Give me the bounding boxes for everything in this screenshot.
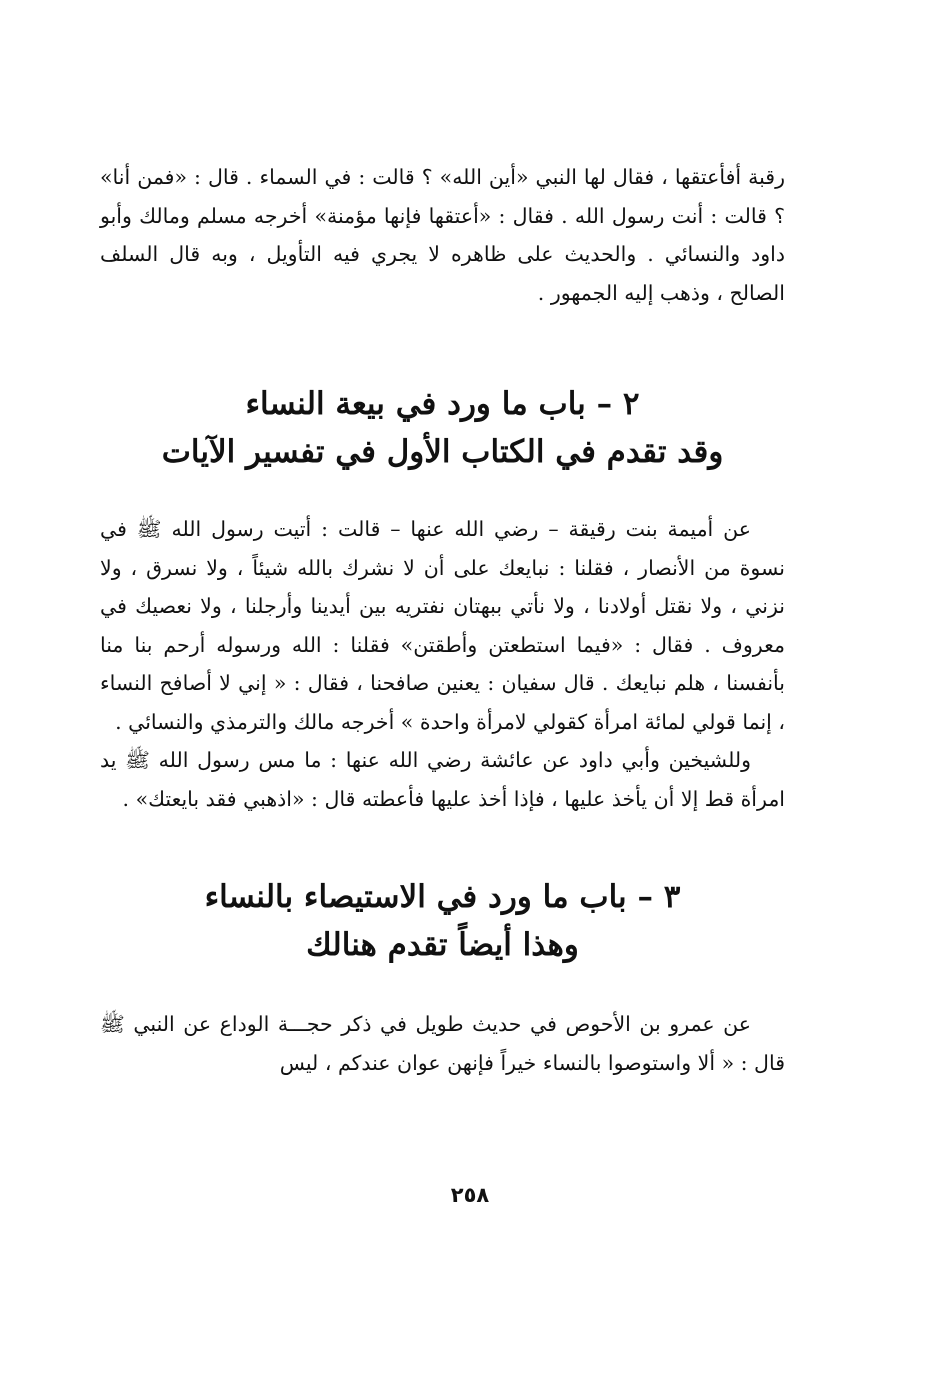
paragraph-umaima-hadith: عن أميمة بنت رقيقة – رضي الله عنها – قالت : أتيت رسول الله ﷺ في نسوة من الأنصار ، فقلنا : نبايعك على أن لا نشرك بالله شيئاً ، ولا نسرق ، ولا نزني ، ولا نقتل أولادنا ، ولا نأتي ببهتان نفتريه بين أيدينا وأرجلنا ، ولا نعصيك في معروف . فقال : «فيما استطعتن وأطقتن» فقلنا : الله ورسوله أرحم بنا منا بأنفسنا ، هلم نبايعك . قال سفيان : يعنين صافحنا ، فقال : « إني لا أصافح النساء ، إنما قولي لمائة امرأة كقولي لامرأة واحدة » أخرجه مالك والترمذي والنسائي . [100,517,785,734]
chapter-heading-3-title: ٣ – باب ما ورد في الاستيصاء بالنساء [204,879,681,915]
paragraph-aisha-hadith: وللشيخين وأبي داود عن عائشة رضي الله عنها : ما مس رسول الله ﷺ يد امرأة قط إلا أن يأخذ عليها ، فإذا أخذ عليها فأعطته قال : «اذهبي فقد بايعتك» . [100,748,785,811]
paragraph-continuation: رقبة أفأعتقها ، فقال لها النبي «أين الله» ؟ قالت : في السماء . قال : «فمن أنا» ؟ قالت : أنت رسول الله . فقال : «أعتقها فإنها مؤمنة» أخرجه مسلم ومالك وأبو داود والنسائي . والحديث على ظاهره لا يجري فيه التأويل ، وبه قال السلف الصالح ، وذهب إليه الجمهور . [100,165,785,305]
chapter-heading-3 [100,873,785,969]
paragraph-amr-hadith: عن عمرو بن الأحوص في حديث طويل في ذكر حجـــة الوداع عن النبي ﷺ قال : « ألا واستوصوا بالنساء خيراً فإنهن عوان عندكم ، ليس [100,1012,785,1075]
page-number: ٢٥٨ [450,1183,490,1207]
chapter-heading-3-subtitle: وهذا أيضاً تقدم هنالك [306,927,579,963]
book-page [100,150,785,1082]
chapter-heading-2-subtitle: وقد تقدم في الكتاب الأول في تفسير الآيات [161,434,724,470]
chapter-heading-2-title: ٢ – باب ما ورد في بيعة النساء [245,386,640,422]
chapter-heading-2 [100,380,785,476]
